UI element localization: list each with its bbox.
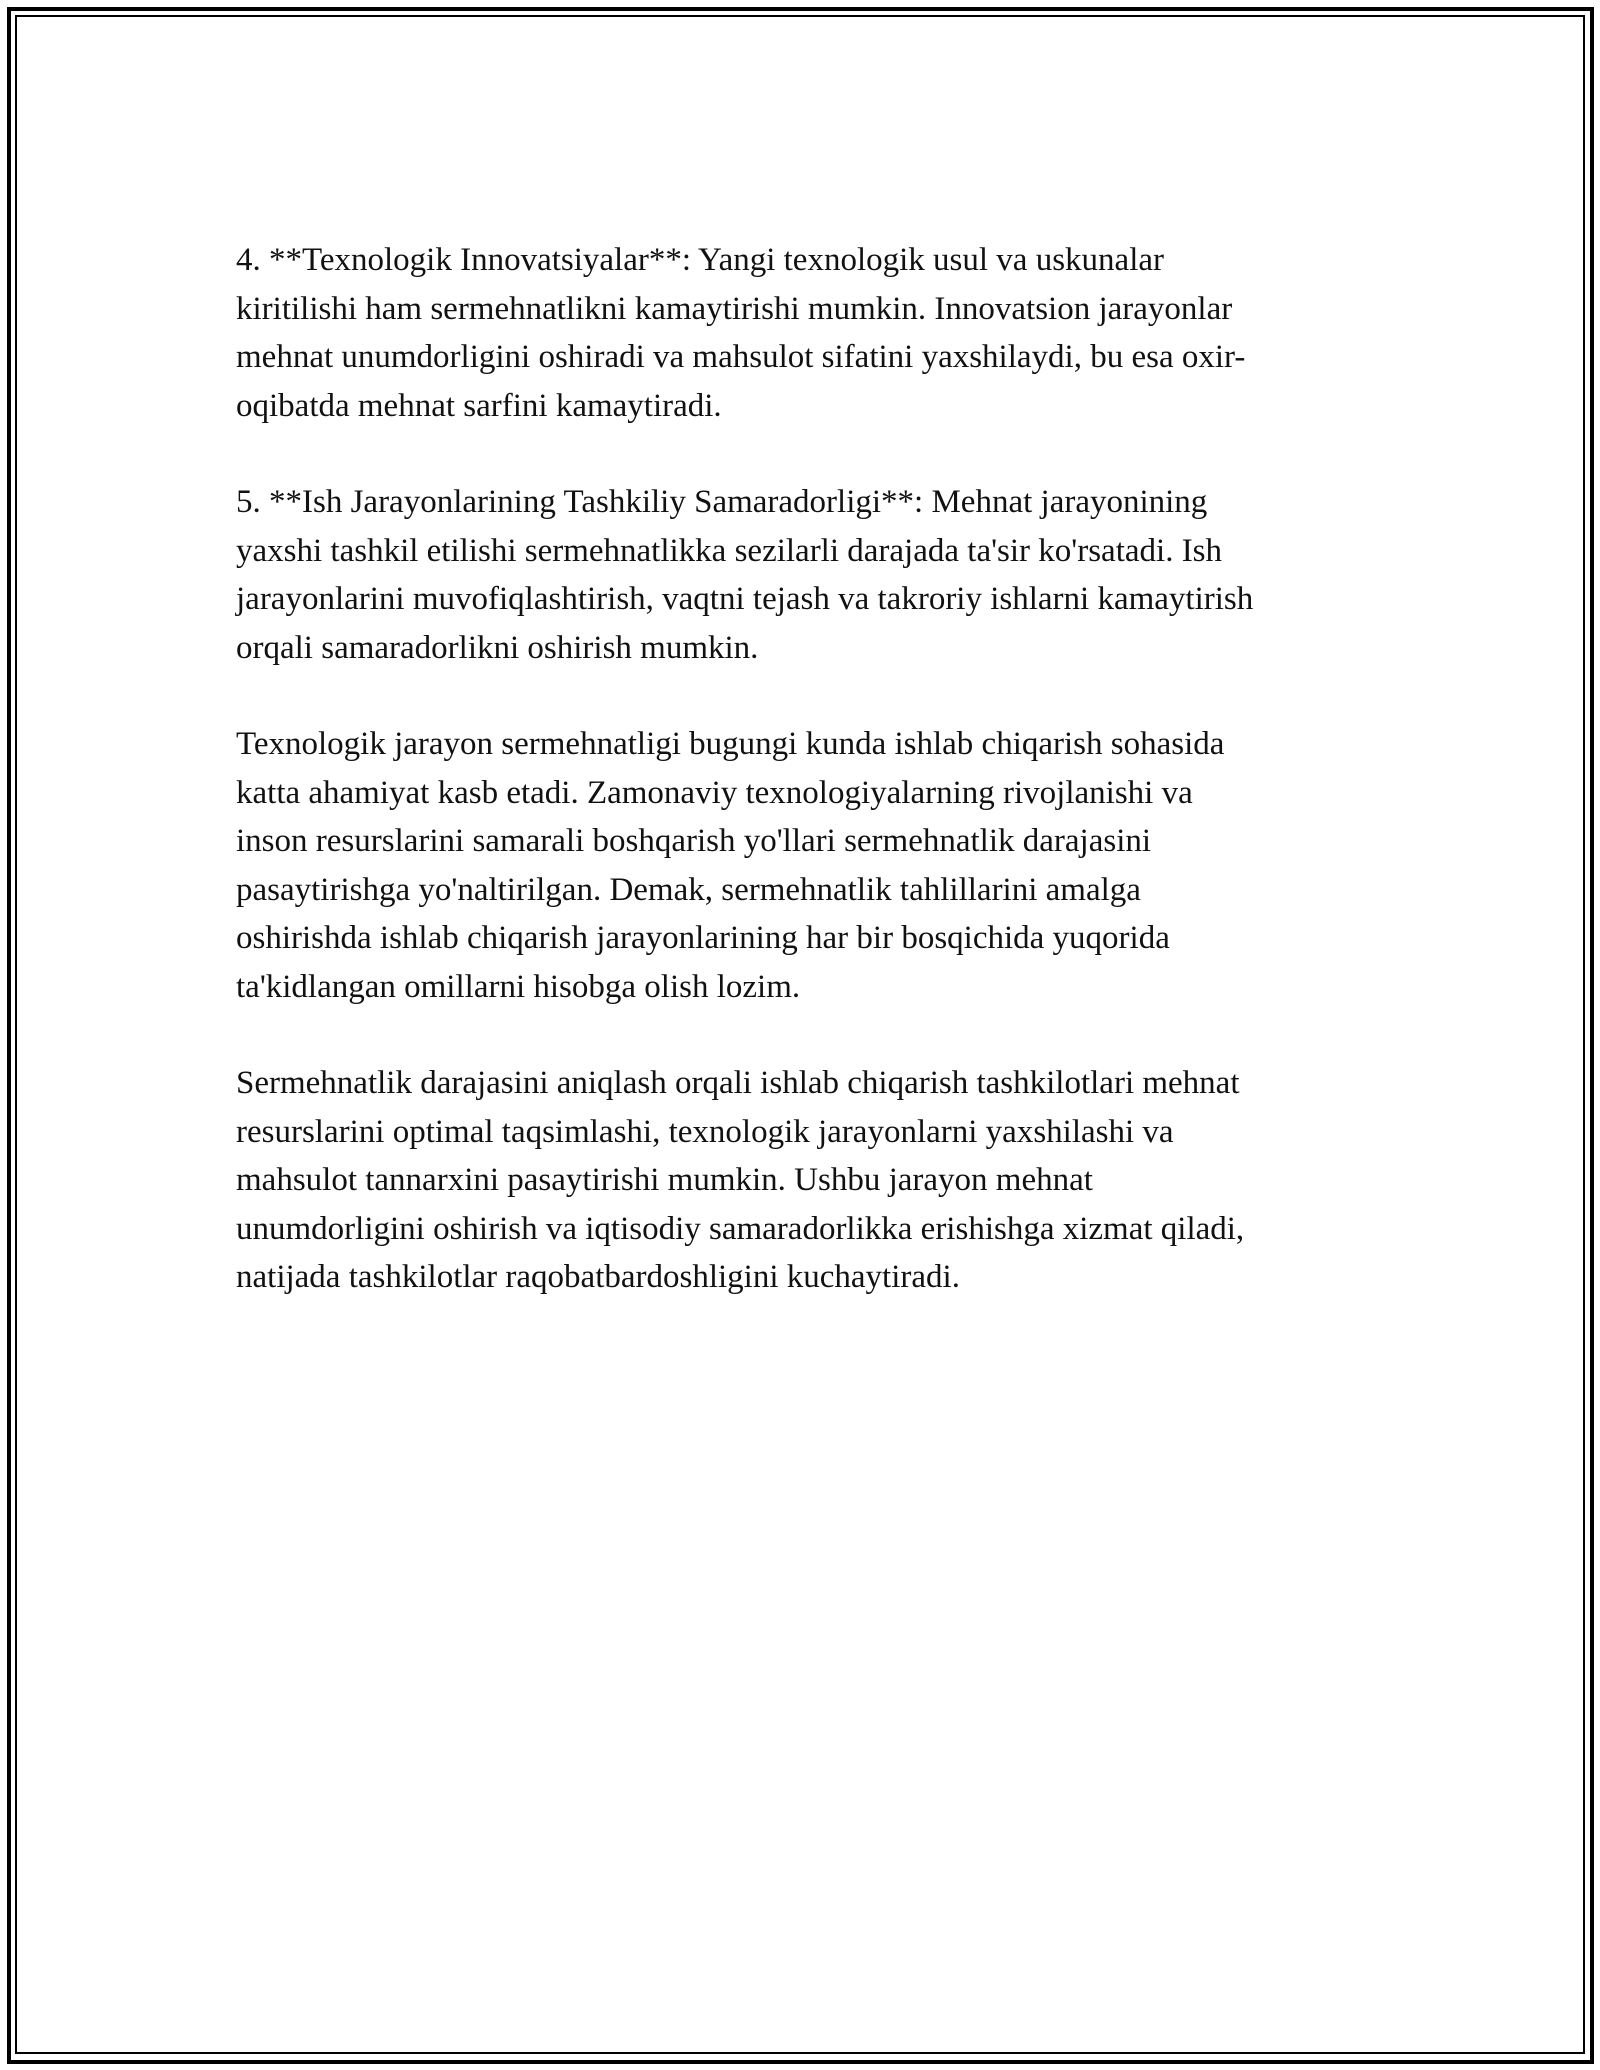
text-line: jarayonlarini muvofiqlashtirish, vaqtni tejash va takroriy ishlarni kamaytirish: [236, 581, 1254, 617]
text-line: pasaytirishga yo'naltirilgan. Demak, sermehnatlik tahlillarini amalga: [236, 871, 1141, 908]
text-line: Sermehnatlik darajasini aniqlash orqali ishlab chiqarish tashkilotlari mehnat: [236, 1065, 1240, 1101]
text-line: mehnat unumdorligini oshiradi va mahsulot sifatini yaxshilaydi, bu esa oxir-: [236, 339, 1246, 375]
text-line: natijada tashkilotlar raqobatbardoshligini kuchaytiradi.: [236, 1259, 960, 1295]
text-line: katta ahamiyat kasb etadi. Zamonaviy texnologiyalarning rivojlanishi va: [236, 774, 1193, 811]
text-line: unumdorligini oshirish va iqtisodiy samaradorlikka erishishga xizmat qiladi,: [236, 1210, 1245, 1247]
text-line: mahsulot tannarxini pasaytirishi mumkin. Ushbu jarayon mehnat: [236, 1162, 1093, 1198]
paragraph-organizational-efficiency: [236, 478, 1386, 672]
text-line: kiritilishi ham sermehnatlikni kamaytirishi mumkin. Innovatsion jarayonlar: [236, 290, 1233, 327]
paragraph-conclusion: [236, 1059, 1386, 1302]
text-line: resurslarini optimal taqsimlashi, texnologik jarayonlarni yaxshilashi va: [236, 1113, 1174, 1150]
paragraph-technological-innovations: [236, 236, 1386, 430]
paragraph-process-labor-intensity: [236, 720, 1386, 1011]
text-line: oqibatda mehnat sarfini kamaytiradi.: [236, 387, 722, 424]
text-line: orqali samaradorlikni oshirish mumkin.: [236, 629, 759, 666]
text-line: 5. **Ish Jarayonlarining Tashkiliy Samaradorligi**: Mehnat jarayonining: [236, 484, 1208, 520]
document-body: [236, 236, 1386, 1350]
text-line: Texnologik jarayon sermehnatligi bugungi kunda ishlab chiqarish sohasida: [236, 726, 1225, 762]
text-line: inson resurslarini samarali boshqarish yo'llari sermehnatlik darajasini: [236, 823, 1152, 859]
text-line: ta'kidlangan omillarni hisobga olish lozim.: [236, 968, 801, 1005]
text-line: yaxshi tashkil etilishi sermehnatlikka sezilarli darajada ta'sir ko'rsatadi. Ish: [236, 532, 1223, 569]
text-line: oshirishda ishlab chiqarish jarayonlarining har bir bosqichida yuqorida: [236, 920, 1170, 956]
text-line: 4. **Texnologik Innovatsiyalar**: Yangi texnologik usul va uskunalar: [236, 242, 1164, 278]
